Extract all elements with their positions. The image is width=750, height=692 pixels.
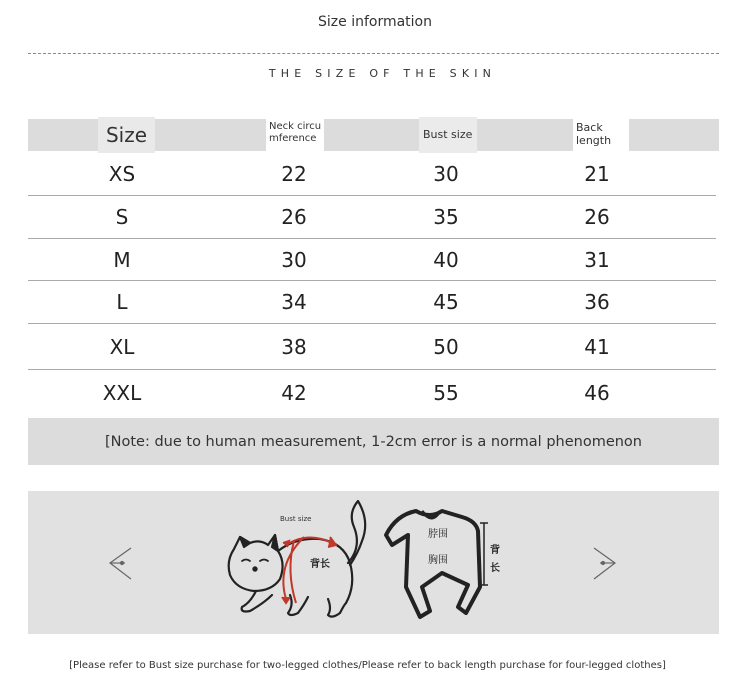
header-back-line-2: length xyxy=(576,134,612,147)
cell-neck: 30 xyxy=(281,247,307,272)
cell-neck: 26 xyxy=(281,205,307,229)
measurement-illustration xyxy=(28,491,719,634)
garment-label-chest: 胸围 xyxy=(428,555,448,566)
table-row xyxy=(28,370,716,416)
cat-label-bust: Bust size xyxy=(280,515,312,523)
header-back-length xyxy=(573,117,629,153)
header-size: Size xyxy=(98,117,155,153)
cell-bust: 40 xyxy=(433,247,459,272)
page-title: Size information xyxy=(318,14,432,30)
cell-neck: 34 xyxy=(281,290,307,314)
dashed-divider xyxy=(28,53,719,54)
header-neck-line-1: Neck circu xyxy=(269,121,322,132)
cell-back: 46 xyxy=(584,381,610,405)
page-subtitle: THE SIZE OF THE SKIN xyxy=(268,67,497,80)
table-row xyxy=(28,153,716,196)
table-row xyxy=(28,324,716,370)
header-neck-circumference xyxy=(266,117,324,151)
cell-back: 31 xyxy=(584,247,610,272)
cell-size: S xyxy=(115,205,129,229)
header-neck-line-2: mference xyxy=(269,133,317,144)
header-back-line-1: Back xyxy=(576,121,603,134)
purchase-guidance: [Please refer to Bust size purchase for two-legged clothes/Please refer to back length purchase for four-legged clothes] xyxy=(69,660,666,671)
garment-label-back-2: 长 xyxy=(490,563,500,574)
cell-neck: 38 xyxy=(281,334,307,359)
cell-bust: 55 xyxy=(433,381,459,405)
cell-size: XS xyxy=(108,162,136,186)
cell-back: 41 xyxy=(584,334,610,359)
garment-label-neck: 脖围 xyxy=(428,529,448,540)
cell-back: 21 xyxy=(584,162,610,186)
cell-size: XL xyxy=(109,334,135,359)
illustration-canvas xyxy=(28,491,719,634)
cell-neck: 22 xyxy=(281,162,307,186)
table-row xyxy=(28,239,716,281)
cell-size: L xyxy=(116,290,128,314)
cell-bust: 30 xyxy=(433,162,459,186)
cell-back: 36 xyxy=(584,290,610,314)
cell-back: 26 xyxy=(584,205,610,229)
cell-neck: 42 xyxy=(281,381,307,405)
cat-label-back: 背长 xyxy=(310,559,330,570)
cell-size: XXL xyxy=(102,381,142,405)
measurement-note: [Note: due to human measurement, 1-2cm error is a normal phenomenon xyxy=(28,418,719,465)
cell-bust: 35 xyxy=(433,205,459,229)
header-bust-size: Bust size xyxy=(419,117,477,153)
cell-size: M xyxy=(113,247,131,272)
table-row xyxy=(28,196,716,239)
chevron-left-icon[interactable] xyxy=(110,548,131,579)
cell-bust: 45 xyxy=(433,290,459,314)
cell-bust: 50 xyxy=(433,334,459,359)
chevron-right-icon[interactable] xyxy=(594,548,615,579)
garment-label-back-1: 背 xyxy=(490,545,500,556)
table-row xyxy=(28,281,716,324)
